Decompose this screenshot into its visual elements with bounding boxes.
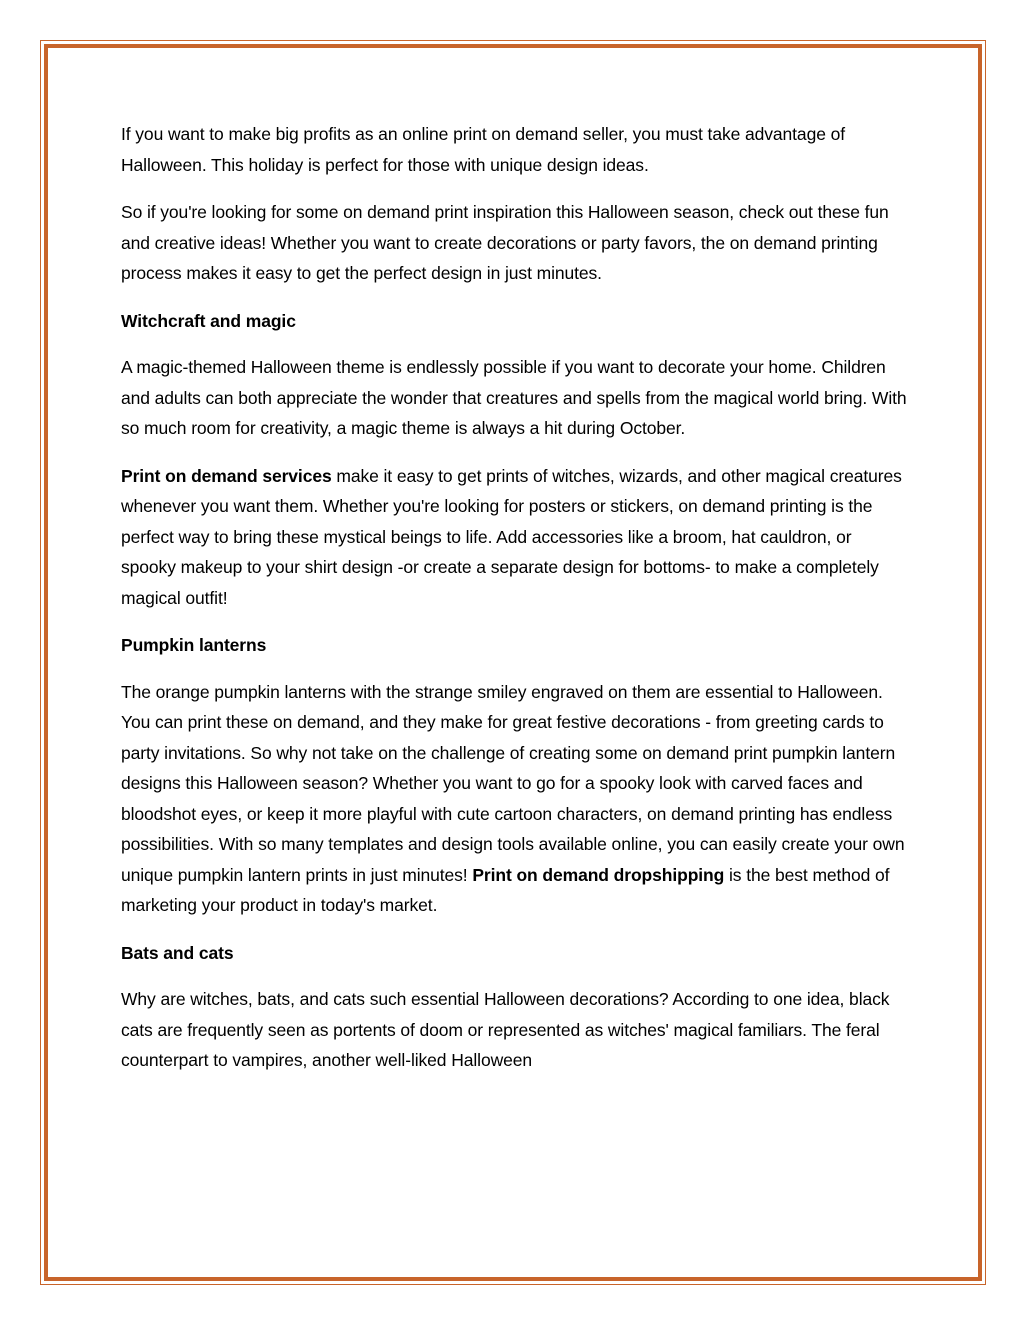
pumpkin-text-end: is the best method of marketing your product in today's market.	[121, 864, 890, 915]
print-services-text: make it easy to get prints of witches, wizards, and other magical creatures whenever you want them. Whether you're looking for posters or stickers, on demand printing is the perfect way to bring these mystical beings to life. Add accessories like a broom, hat cauldron, or spooky makeup to your shirt design -or create a separate design for bottoms- to make a completely magical outfit!	[121, 465, 902, 608]
pumpkin-paragraph	[121, 677, 911, 921]
heading-witchcraft: Witchcraft and magic	[121, 310, 296, 331]
dropshipping-bold: Print on demand dropshipping	[472, 864, 725, 885]
magic-theme-paragraph: A magic-themed Halloween theme is endlessly possible if you want to decorate your home. Children and adults can both appreciate the wonder that creatures and spells from the magical world bring. With so much room for creativity, a magic theme is always a hit during October.	[121, 357, 907, 438]
heading-pumpkin: Pumpkin lanterns	[121, 635, 267, 655]
inspiration-paragraph: So if you're looking for some on demand print inspiration this Halloween season, check out these fun and creative ideas! Whether you want to create decorations or party favors, the on demand printing process makes it easy to get the perfect design in just minutes.	[121, 202, 889, 283]
print-services-paragraph	[121, 461, 911, 614]
bats-cats-paragraph: Why are witches, bats, and cats such essential Halloween decorations? According to one idea, black cats are frequently seen as portents of doom or represented as witches' magical familiars. The feral counterpart to vampires, another well-liked Halloween	[121, 989, 890, 1070]
document-body	[121, 119, 911, 1093]
pumpkin-text-start: The orange pumpkin lanterns with the strange smiley engraved on them are essential to Halloween. You can print these on demand, and they make for great festive decorations - from greeting cards to party invitations. So why not take on the challenge of creating some on demand print pumpkin lantern designs this Halloween season? Whether you want to go for a spooky look with carved faces and bloodshot eyes, or keep it more playful with cute cartoon characters, on demand printing has endless possibilities. With so many templates and design tools available online, you can easily create your own unique pumpkin lantern prints in just minutes!	[121, 681, 905, 885]
intro-paragraph: If you want to make big profits as an online print on demand seller, you must take advantage of Halloween. This holiday is perfect for those with unique design ideas.	[121, 124, 845, 175]
print-services-bold: Print on demand services	[121, 465, 332, 486]
heading-bats-cats: Bats and cats	[121, 942, 234, 963]
